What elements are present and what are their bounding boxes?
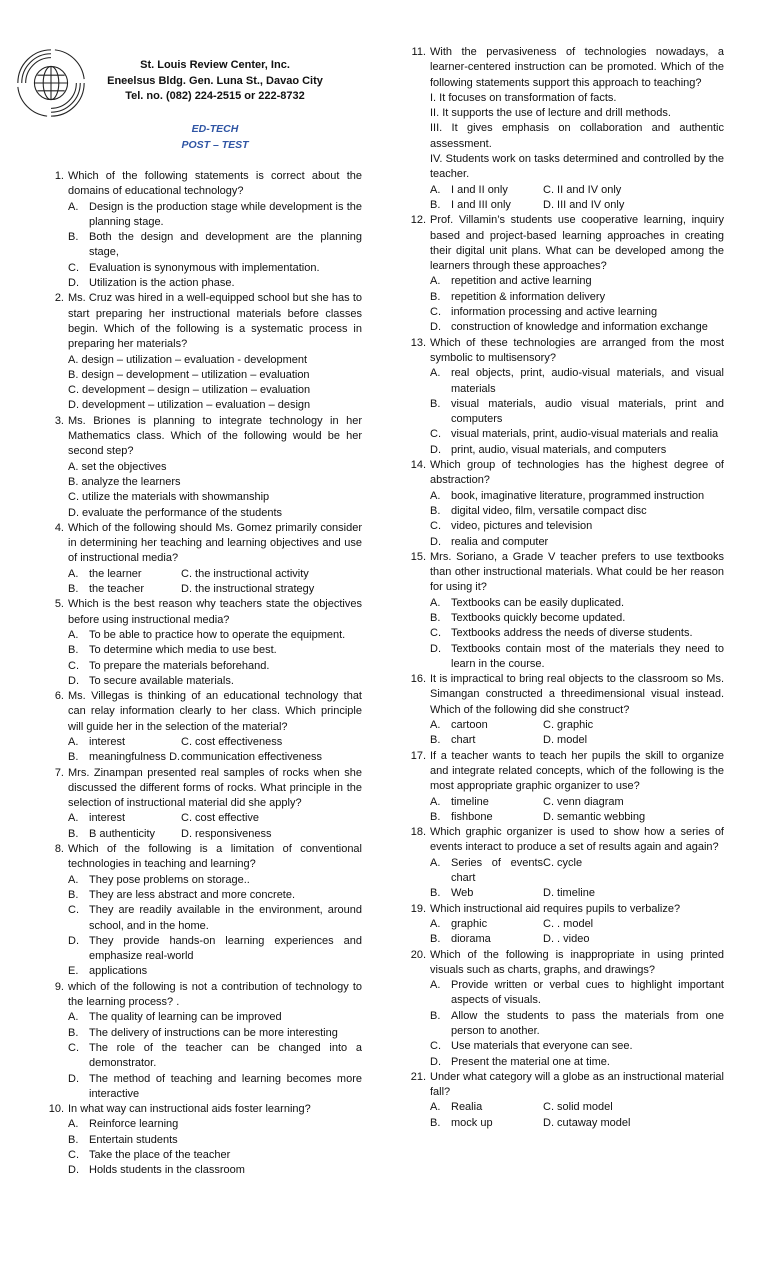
question-number: 12. [410,214,426,227]
question-stem: Which of the following is a limitation of conventional technologies in teaching and learning? [68,843,362,871]
option-letter: D. [430,1055,441,1068]
option-letter: C. [430,520,441,533]
left-column [36,169,362,1179]
option-letter: A. [68,873,79,886]
option-letter: D. [430,321,441,334]
question-item [398,45,724,213]
question-item [398,948,724,1070]
question-number: 1. [54,170,64,182]
question-number: 7. [54,766,64,779]
answer-option [430,443,724,458]
answer-option [430,886,543,901]
option-letter: D. [430,535,441,548]
option-text: meaningfulness D. [89,751,181,764]
option-text: I and III only [451,198,511,211]
answer-option-row [430,932,724,947]
answer-option [68,811,181,826]
answer-option-alt: D. responsiveness [181,827,272,840]
option-letter: C. [68,1149,79,1161]
option-letter: A. [430,917,441,930]
option-letter: B. [68,583,79,596]
option-text: Use materials that everyone can see. [451,1040,633,1053]
option-text: Present the material one at time. [451,1055,610,1068]
question-item [398,550,724,672]
option-letter: B. [430,290,441,303]
answer-option-alt: C. graphic [543,719,594,732]
option-letter: C. [430,1040,441,1053]
answer-option [430,978,724,1009]
option-letter: C. [68,261,79,274]
option-text: chart [451,734,476,747]
question-stem: Prof. Villamin’s students use cooperative learning, inquiry based and project-based learning approaches in creating their digital unit plans. What can be developed among the learners through these approaches? [430,214,724,273]
option-letter: B. [430,397,441,410]
option-letter: A. [68,628,79,641]
answer-option [68,1010,362,1025]
answer-option-row [430,1100,724,1115]
option-text: applications [89,965,148,978]
answer-option [68,1072,362,1103]
question-stem: Which is the best reason why teachers state the objectives before using instructional media? [68,598,362,626]
option-text: The delivery of instructions can be more interesting [89,1026,338,1039]
question-stem: Which of the following should Ms. Gomez primarily consider in determining her teaching and learning objectives and use of instructional media? [68,521,362,565]
question-line: A. design – utilization – evaluation - development [68,353,308,366]
option-letter: B. [68,231,79,244]
question-item [398,672,724,748]
question-stem: Ms. Briones is planning to integrate technology in her Mathematics class. Which of the following would be her second step? [68,414,362,458]
answer-option [68,888,362,903]
answer-option-row [68,827,362,842]
question-number: 15. [410,550,426,563]
option-letter: A. [68,1011,79,1024]
answer-option-alt: C. venn diagram [543,795,624,808]
option-text: cartoon [451,719,488,732]
option-text: Evaluation is synonymous with implementation. [89,261,320,274]
question-item [398,902,724,948]
answer-option [430,535,724,550]
question-number: 16. [410,673,426,686]
question-number: 2. [54,292,64,305]
option-text: Take the place of the teacher [89,1149,231,1161]
answer-option-row [430,733,724,748]
option-text: They are readily available in the environment, around school, and in the home. [89,904,362,932]
answer-option [430,198,543,213]
option-letter: B. [430,810,441,823]
answer-option-alt: D. the instructional strategy [181,583,315,596]
answer-option [68,628,362,643]
question-number: 20. [410,948,426,961]
answer-option [430,305,724,320]
option-letter: D. [430,443,441,456]
answer-option-row [430,917,724,932]
option-letter: B. [68,827,79,840]
answer-option [68,674,362,689]
answer-option [68,582,181,597]
question-item [36,689,362,765]
answer-option [430,427,724,442]
option-text: construction of knowledge and information exchange [451,321,708,334]
option-letter: A. [430,856,441,869]
school-logo-icon [12,44,90,122]
option-text: Realia [451,1101,483,1114]
answer-option-alt: D. III and IV only [543,198,625,211]
question-item [398,336,724,458]
answer-option [430,611,724,626]
answer-option-row [430,183,724,198]
option-text: They provide hands-on learning experiences and emphasize real-world [89,934,362,963]
option-text: The method of teaching and learning becomes more interactive [89,1072,362,1100]
answer-option [68,934,362,965]
question-stem: Under what category will a globe as an instructional material fall? [430,1070,724,1099]
option-text: interest [89,812,126,825]
option-text: timeline [451,795,489,808]
option-text: graphic [451,917,488,930]
question-number: 3. [54,414,64,427]
answer-option [68,750,181,765]
answer-option-row [430,810,724,825]
option-text: The role of the teacher can be changed into a demonstrator. [89,1041,362,1070]
answer-option [430,1039,724,1054]
answer-option [430,733,543,748]
option-letter: B. [68,888,79,901]
question-item [36,1102,362,1178]
answer-option-row [430,886,724,901]
question-stem: Ms. Cruz was hired in a well-equipped school but she has to start preparing her instructional materials before classes begin. Which of the following is a systematic process in preparing her materials? [68,292,362,351]
answer-option [430,183,543,198]
question-line: C. development – design – utilization – evaluation [68,384,311,397]
option-letter: A. [430,719,441,732]
answer-option-row [68,811,362,826]
option-text: To determine which media to use best. [89,644,277,657]
option-text: diorama [451,933,491,946]
option-letter: D. [430,642,441,655]
answer-option [68,964,362,979]
answer-option [68,1163,362,1178]
org-name: St. Louis Review Center, Inc. [140,59,290,71]
answer-option-row [430,718,724,733]
question-stem: Which of these technologies are arranged from the most symbolic to multisensory? [430,336,724,364]
option-text: visual materials, audio visual materials, print and computers [451,397,724,426]
question-line: A. set the objectives [68,460,167,473]
question-stem: Which of the following statements is correct about the domains of educational technology? [68,170,362,198]
option-letter: A. [430,183,441,196]
answer-option-alt: D. cutaway model [543,1116,631,1129]
question-number: 17. [410,749,426,762]
option-text: fishbone [451,810,493,823]
answer-option [68,1026,362,1041]
option-text: Utilization is the action phase. [89,277,235,290]
answer-option-row [68,735,362,750]
option-text: Provide written or verbal cues to highlight important aspects of visuals. [451,979,724,1007]
question-stem: Mrs. Soriano, a Grade V teacher prefers to use textbooks than other instructional materials. What could be her reason for using it? [430,550,724,594]
question-number: 11. [411,46,426,58]
answer-option-alt: communication effectiveness [181,751,323,764]
option-text: They pose problems on storage.. [89,873,250,886]
answer-option [430,274,724,289]
answer-option [68,261,362,276]
answer-option [430,718,543,733]
answer-option [68,903,362,934]
option-letter: B. [430,504,441,517]
option-text: Entertain students [89,1133,178,1146]
question-stem: Which of the following is inappropriate in using printed visuals such as charts, graphs, and drawings? [430,948,724,976]
option-letter: E. [68,965,79,978]
option-letter: A. [430,596,441,609]
answer-option [68,1148,362,1163]
answer-option [68,567,181,582]
question-item [36,842,362,980]
question-number: 14. [410,459,426,472]
answer-option [68,873,362,888]
question-item [36,414,362,521]
answer-option [68,659,362,674]
option-text: To secure available materials. [89,674,234,687]
option-text: realia and computer [451,535,549,548]
option-letter: A. [430,489,441,502]
option-text: Reinforce learning [89,1118,179,1131]
answer-option-row [430,795,724,810]
letterhead [80,58,350,105]
answer-option [68,643,362,658]
question-number: 13. [410,336,426,349]
answer-option-row [430,856,724,887]
option-letter: D. [68,1072,79,1085]
question-stem: With the pervasiveness of technologies nowadays, a learner-centered instruction can be promoted. Which of the following statements support this approach to teaching? [430,46,724,89]
answer-option [430,504,724,519]
option-text: Both the design and development are the planning stage, [89,231,362,259]
answer-option [68,276,362,291]
answer-option [68,200,362,231]
option-text: print, audio, visual materials, and computers [451,443,667,456]
question-line: I. It focuses on transformation of facts. [430,91,617,104]
option-text: repetition and active learning [451,275,592,288]
option-letter: B. [430,933,441,946]
option-letter: B. [68,644,79,657]
option-letter: C. [68,659,79,672]
test-title [60,122,370,153]
option-text: To be able to practice how to operate the equipment. [89,628,346,641]
option-text: To prepare the materials beforehand. [89,659,270,672]
option-text: real objects, print, audio-visual materials, and visual materials [451,367,724,395]
answer-option-alt: D. semantic webbing [543,810,646,823]
answer-option-row [68,567,362,582]
answer-option [430,397,724,428]
option-letter: A. [68,567,79,580]
question-item [398,213,724,335]
option-letter: B. [430,887,441,900]
question-stem: Which graphic organizer is used to show how a series of events interact to produce a set of results again and again? [430,826,724,854]
option-text: the teacher [89,583,145,596]
option-letter: B. [430,734,441,747]
question-stem: Which group of technologies has the highest degree of abstraction? [430,459,724,487]
subject-title: ED-TECH [191,123,239,135]
question-number: 8. [54,843,64,856]
option-text: B authenticity [89,827,156,840]
question-line: D. evaluate the performance of the students [68,506,283,519]
option-text: The quality of learning can be improved [89,1011,282,1024]
answer-option-alt: C. solid model [543,1101,613,1114]
answer-option [430,489,724,504]
answer-option-row [68,750,362,765]
answer-option-alt: C. II and IV only [543,183,622,196]
answer-option [430,626,724,641]
option-letter: B. [430,1116,441,1129]
option-letter: A. [68,200,79,213]
question-item [36,521,362,597]
right-column [398,45,724,1131]
option-text: repetition & information delivery [451,290,606,303]
answer-option [430,810,543,825]
option-letter: C. [430,428,441,441]
answer-option [430,1009,724,1040]
option-letter: A. [68,735,79,748]
option-letter: B. [68,1026,79,1039]
answer-option-alt: C. cycle [543,856,583,869]
question-stem: It is impractical to bring real objects to the classroom so Ms. Simangan constructed a threedimensional visual instead. Which of the following did she construct? [430,673,724,716]
option-text: mock up [451,1116,493,1129]
question-line: C. utilize the materials with showmanship [68,491,270,504]
question-line: II. It supports the use of lecture and drill methods. [430,107,671,120]
question-number: 4. [54,521,64,534]
answer-option-alt: D. . video [543,933,590,946]
option-letter: C. [68,1041,79,1054]
answer-option [68,1041,362,1072]
option-text: information processing and active learning [451,306,658,319]
option-text: I and II only [451,183,508,196]
option-text: Series of events chart [451,856,543,885]
answer-option-alt: C. cost effectiveness [181,735,283,748]
question-number: 9. [54,980,64,993]
question-number: 18. [410,826,426,839]
question-line: D. development – utilization – evaluation – design [68,399,311,412]
answer-option [430,290,724,305]
question-number: 19. [410,902,426,915]
question-number: 10. [48,1103,64,1116]
answer-option-alt: C. . model [543,917,594,930]
answer-option [68,1133,362,1148]
option-text: Textbooks can be easily duplicated. [451,596,625,609]
option-letter: D. [68,277,79,290]
option-letter: B. [68,751,79,764]
question-number: 6. [54,690,64,703]
answer-option [68,827,181,842]
option-text: visual materials, print, audio-visual materials and realia [451,428,719,441]
question-item [398,825,724,901]
question-item [36,766,362,842]
answer-option-row [68,582,362,597]
answer-option [430,1055,724,1070]
question-item [398,749,724,825]
answer-option [430,932,543,947]
org-telephone: Tel. no. (082) 224-2515 or 222-8732 [125,90,305,102]
answer-option [430,917,543,932]
question-stem: Ms. Villegas is thinking of an educational technology that can relay information clearly to her class. Which principle will guide her in the selection of the material? [68,690,362,733]
option-text: They are less abstract and more concrete. [89,888,296,901]
answer-option [430,366,724,397]
answer-option-alt: C. the instructional activity [181,567,309,580]
option-letter: A. [430,367,441,380]
question-stem: In what way can instructional aids foster learning? [68,1103,311,1116]
option-letter: A. [430,1101,441,1114]
answer-option-alt: D. timeline [543,887,595,900]
option-letter: D. [68,1164,79,1177]
question-line: B. design – development – utilization – evaluation [68,368,310,381]
answer-option [430,856,543,887]
answer-option [430,1100,543,1115]
option-letter: C. [430,627,441,640]
option-text: Textbooks quickly become updated. [451,611,626,624]
answer-option [68,735,181,750]
option-letter: A. [430,795,441,808]
question-item [36,980,362,1102]
option-text: digital video, film, versatile compact disc [451,504,647,517]
option-text: video, pictures and television [451,520,593,533]
option-letter: A. [430,979,441,992]
answer-option [430,795,543,810]
answer-option [68,230,362,261]
option-text: Textbooks address the needs of diverse students. [451,627,693,640]
answer-option [68,1117,362,1132]
question-item [36,169,362,291]
question-stem: which of the following is not a contribution of technology to the learning process? . [68,980,362,1009]
option-letter: A. [68,812,79,825]
option-letter: C. [68,904,79,917]
option-text: book, imaginative literature, programmed instruction [451,489,705,502]
question-line: B. analyze the learners [68,475,181,488]
question-stem: Mrs. Zinampan presented real samples of rocks when she discussed the different forms of rocks. What principle in the selection of instructional material did she apply? [68,766,362,810]
answer-option [430,642,724,673]
question-item [398,1070,724,1131]
answer-option-row [430,198,724,213]
option-letter: A. [68,1118,79,1131]
org-address: Eneelsus Bldg. Gen. Luna St., Davao City [107,74,323,87]
question-number: 5. [54,598,64,611]
option-text: Allow the students to pass the materials from one person to another. [451,1009,724,1037]
answer-option [430,596,724,611]
option-text: the learner [89,567,142,580]
option-letter: A. [430,275,441,288]
answer-option-alt: C. cost effective [181,812,260,825]
question-item [36,597,362,689]
option-letter: C. [430,306,441,319]
answer-option [430,320,724,335]
question-stem: If a teacher wants to teach her pupils the skill to organize and integrate related concepts, which of the following is the most appropriate graphic organizer to use? [430,749,724,793]
answer-option [430,519,724,534]
question-line: III. It gives emphasis on collaboration and authentic assessment. [430,122,724,150]
question-item [398,458,724,550]
answer-option [430,1116,543,1131]
option-text: Design is the production stage while development is the planning stage. [89,200,362,228]
option-letter: B. [430,198,441,211]
question-stem: Which instructional aid requires pupils to verbalize? [430,902,681,915]
question-number: 21. [410,1070,426,1083]
option-letter: D. [68,934,79,947]
answer-option-row [430,1116,724,1131]
option-letter: B. [430,1009,441,1022]
question-line: IV. Students work on tasks determined and controlled by the teacher. [430,153,724,181]
option-text: Holds students in the classroom [89,1164,245,1177]
option-letter: D. [68,674,79,687]
option-letter: B. [430,611,441,624]
option-text: interest [89,735,126,748]
option-letter: B. [68,1133,79,1146]
test-type-title: POST – TEST [181,138,249,151]
answer-option-alt: D. model [543,734,588,747]
option-text: Textbooks contain most of the materials they need to learn in the course. [451,642,724,670]
question-item [36,291,362,413]
option-text: Web [451,887,474,900]
